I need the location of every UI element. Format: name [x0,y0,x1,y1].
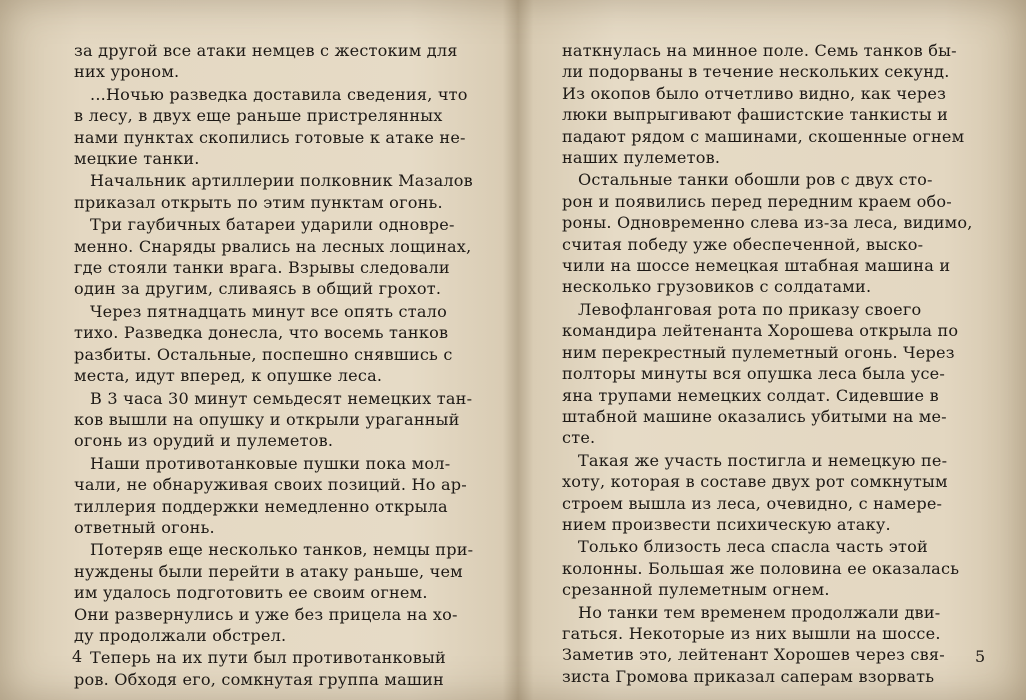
right-paragraph-3: Левофланговая рота по приказу своего командира лейтенанта Хорошева открыла по ним перекрестный пулеметный огонь. Через полторы минуты вся опушка леса была усе- яна трупами немецких солдат. Сидевшие в штабной машине оказались убитыми на ме- сте. [562,299,959,448]
left-page [74,40,498,689]
right-page [562,40,988,686]
left-paragraph-1: за другой все атаки немцев с жестоким для них уроном. [74,41,458,82]
left-paragraph-3: Начальник артиллерии полковник Мазалов приказал открыть по этим пунктам огонь. [74,171,473,212]
left-page-number: 4 [72,647,83,666]
left-paragraph-8: Потеряв еще несколько танков, немцы при- нуждены были перейти в атаку раньше, чем им удалось подготовить ее своим огнем. Они развернулись и уже без прицела на хо- ду продолжали обстрел. [74,540,474,645]
right-paragraph-2: Остальные танки обошли ров с двух сто- рон и появились перед передним краем обо- роны. Одновременно слева из-за леса, видимо, считая победу уже обеспеченной, выско- чили на шоссе немецкая штабная машина и несколько грузовиков с солдатами. [562,170,973,297]
left-paragraph-9: Теперь на их пути был противотанковый ров. Обходя его, сомкнутая группа машин [74,648,446,689]
right-paragraph-5: Только близость леса спасла часть этой колонны. Большая же половина ее оказалась срезанной пулеметным огнем. [562,537,960,600]
left-paragraph-2: ...Ночью разведка доставила сведения, что в лесу, в двух еще раньше пристрелянных нами пунктах скопились готовые к атаке не- мецкие танки. [74,84,468,169]
left-paragraph-6: В 3 часа 30 минут семьдесят немецких тан- ков вышли на опушку и открыли ураганный огонь из орудий и пулеметов. [74,388,473,451]
right-paragraph-1: наткнулась на минное поле. Семь танков бы- ли подорваны в течение нескольких секунд. Из окопов было отчетливо видно, как через люки выпрыгивают фашистские танкисты и падают рядом с машинами, скошенные огнем наших пулеметов. [562,41,965,168]
left-paragraph-7: Наши противотанковые пушки пока мол- чали, не обнаруживая своих позиций. Но ар- тиллерия поддержки немедленно открыла ответный огонь. [74,453,467,537]
right-paragraph-6: Но танки тем временем продолжали дви- гаться. Некоторые из них вышли на шоссе. Заметив это, лейтенант Хорошев через свя- зиста Громова приказал саперам взорвать [562,602,945,686]
left-paragraph-5: Через пятнадцать минут все опять стало тихо. Разведка донесла, что восемь танков разбиты. Остальные, поспешно снявшись с места, идут вперед, к опушке леса. [74,301,453,386]
right-page-number: 5 [975,647,986,666]
left-paragraph-4: Три гаубичных батареи ударили одновре- менно. Снаряды рвались на лесных лощинах, где стояли танки врага. Взрывы следовали один за другим, сливаясь в общий грохот. [74,215,472,299]
right-paragraph-4: Такая же участь постигла и немецкую пе- хоту, которая в составе двух рот сомкнутым строем вышла из леса, очевидно, с намере- нием произвести психическую атаку. [562,450,948,534]
